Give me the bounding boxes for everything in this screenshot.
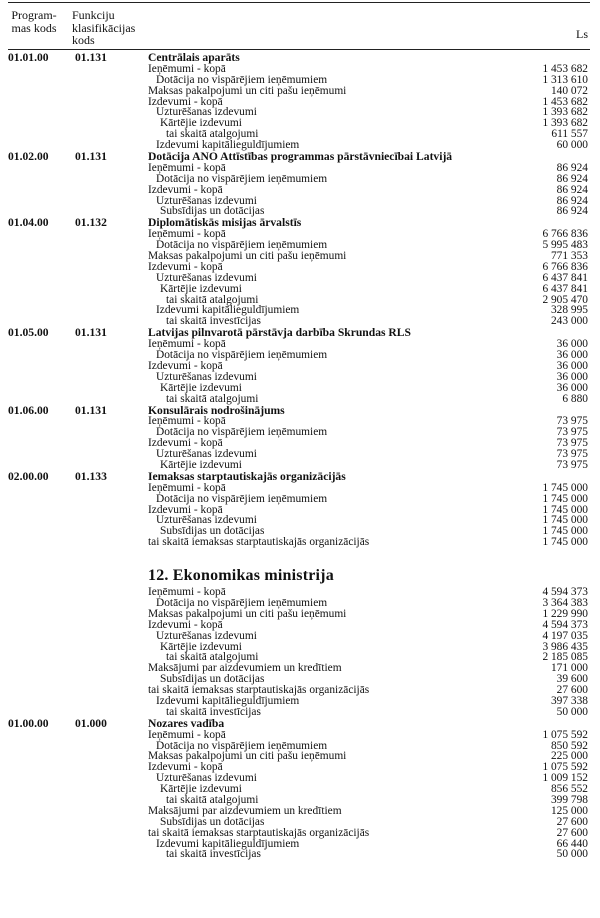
table-row <box>0 174 600 185</box>
table-row <box>0 383 600 394</box>
row-value: 328 995 <box>550 304 588 317</box>
program-code: 01.04.00 <box>8 216 49 230</box>
row-label: Dotācija no vispārējiem ieņēmumiem <box>156 239 328 252</box>
table-row <box>0 118 600 129</box>
row-value: 50 000 <box>556 848 588 861</box>
function-code: 01.000 <box>75 716 107 730</box>
row-label: Maksājumi par aizdevumiem un kredītiem <box>148 662 342 675</box>
section-title: Centrālais aparāts <box>148 51 240 64</box>
function-code: 01.131 <box>75 150 107 164</box>
ministry-heading <box>0 565 600 587</box>
row-label: Uzturēšanas izdevumi <box>156 772 257 785</box>
row-value: 36 000 <box>556 349 588 362</box>
table-row <box>0 773 600 784</box>
table-row <box>0 305 600 316</box>
row-value: 1 009 152 <box>542 772 588 785</box>
row-label: Uzturēšanas izdevumi <box>156 106 257 119</box>
row-label: Maksas pakalpojumi un citi pašu ieņēmumi <box>148 607 347 620</box>
table-row <box>0 372 600 383</box>
table-row <box>0 438 600 449</box>
table-row <box>0 361 600 372</box>
section-row <box>0 403 600 417</box>
row-label: Izdevumi - kopā <box>148 437 223 450</box>
row-value: 6 766 836 <box>542 260 588 273</box>
row-label: Izdevumi - kopā <box>148 183 223 196</box>
row-value: 171 000 <box>550 662 588 675</box>
row-value: 3 986 435 <box>542 640 588 653</box>
table-row <box>0 196 600 207</box>
row-label: Ieņēmumi - kopā <box>148 338 226 351</box>
function-code: 01.133 <box>75 469 107 483</box>
row-label: Subsīdijas un dotācijas <box>160 205 265 218</box>
row-value: 397 338 <box>550 694 588 707</box>
row-value: 27 600 <box>556 826 588 839</box>
section-title: Iemaksas starptautiskajās organizācijās <box>148 469 346 483</box>
row-label: Dotācija no vispārējiem ieņēmumiem <box>156 426 328 439</box>
table-row <box>0 620 600 631</box>
row-value: 6 437 841 <box>542 282 588 295</box>
spacer <box>0 548 600 565</box>
row-label: Izdevumi - kopā <box>148 618 223 631</box>
function-code: 01.131 <box>75 326 107 340</box>
row-label: Izdevumi kapitālieguldījumiem <box>156 694 300 707</box>
table-row <box>0 828 600 839</box>
row-label: tai skaitā iemaksas starptautiskajās organizācijās <box>148 826 370 839</box>
row-value: 1 393 682 <box>542 117 588 130</box>
row-label: Izdevumi - kopā <box>148 761 223 774</box>
section-row <box>0 152 600 163</box>
row-value: 73 975 <box>556 415 588 428</box>
row-label: tai skaitā investīcijas <box>166 848 261 861</box>
row-value: 3 364 383 <box>542 596 588 609</box>
row-label: Ieņēmumi - kopā <box>148 62 226 75</box>
row-label: Ieņēmumi - kopā <box>148 415 226 428</box>
row-value: 1 745 000 <box>542 503 588 516</box>
row-value: 4 594 373 <box>542 586 588 599</box>
function-code: 01.131 <box>75 51 107 64</box>
row-value: 1 075 592 <box>542 728 588 741</box>
row-value: 39 600 <box>556 673 588 686</box>
row-value: 611 557 <box>551 128 588 141</box>
row-value: 6 880 <box>562 392 588 405</box>
row-value: 27 600 <box>556 684 588 697</box>
row-value: 6 437 841 <box>542 271 588 284</box>
row-label: Ieņēmumi - kopā <box>148 728 226 741</box>
row-value: 399 798 <box>550 794 588 806</box>
row-value: 1 393 682 <box>542 106 588 119</box>
row-label: Maksas pakalpojumi un citi pašu ieņēmumi <box>148 250 347 263</box>
program-code: 01.00.00 <box>8 716 49 730</box>
row-label: Izdevumi - kopā <box>148 95 223 108</box>
row-value: 125 000 <box>550 804 588 817</box>
row-label: Uzturēšanas izdevumi <box>156 370 257 383</box>
row-label: Subsīdijas un dotācijas <box>160 673 265 686</box>
row-value: 36 000 <box>556 370 588 383</box>
row-value: 1 745 000 <box>542 492 588 505</box>
row-label: Izdevumi kapitālieguldījumiem <box>156 139 300 152</box>
ministry-title: 12. Ekonomikas ministrija <box>148 567 334 585</box>
row-label: Ieņēmumi - kopā <box>148 228 226 241</box>
row-label: Izdevumi kapitālieguldījumiem <box>156 837 300 850</box>
header-program-code: Program- mas kods <box>11 8 57 35</box>
row-label: Uzturēšanas izdevumi <box>156 271 257 284</box>
row-label: Izdevumi - kopā <box>148 503 223 516</box>
section-row <box>0 716 600 730</box>
section-row <box>0 469 600 483</box>
row-label: Dotācija no vispārējiem ieņēmumiem <box>156 73 328 86</box>
row-label: Dotācija no vispārējiem ieņēmumiem <box>156 596 328 609</box>
row-value: 4 594 373 <box>542 618 588 631</box>
row-label: Izdevumi - kopā <box>148 260 223 273</box>
row-value: 36 000 <box>556 381 588 394</box>
table-row <box>0 849 600 860</box>
row-label: Ieņēmumi - kopā <box>148 481 226 494</box>
top-rule <box>8 2 590 3</box>
table-row <box>0 762 600 773</box>
row-value: 856 552 <box>550 783 588 796</box>
table-row <box>0 262 600 273</box>
row-value: 60 000 <box>556 139 588 152</box>
program-code: 01.06.00 <box>8 403 49 417</box>
table-row <box>0 427 600 438</box>
row-label: Ieņēmumi - kopā <box>148 586 226 599</box>
row-label: Maksas pakalpojumi un citi pašu ieņēmumi <box>148 750 347 763</box>
table-row <box>0 537 600 548</box>
row-value: 771 353 <box>550 250 588 263</box>
section-row <box>0 53 600 64</box>
row-value: 73 975 <box>556 437 588 450</box>
row-value: 1 453 682 <box>542 95 588 108</box>
row-value: 66 440 <box>556 837 588 850</box>
row-label: Subsīdijas un dotācijas <box>160 525 265 538</box>
row-value: 73 975 <box>556 448 588 461</box>
row-label: tai skaitā iemaksas starptautiskajās organizācijās <box>148 684 370 697</box>
function-code: 01.132 <box>75 216 107 230</box>
row-value: 1 453 682 <box>542 62 588 75</box>
table-row <box>0 185 600 196</box>
row-value: 73 975 <box>556 426 588 439</box>
row-label: Kārtējie izdevumi <box>160 117 242 130</box>
function-code: 01.131 <box>75 403 107 417</box>
budget-table <box>0 52 600 860</box>
row-label: Ieņēmumi - kopā <box>148 161 226 174</box>
row-value: 86 924 <box>556 161 588 174</box>
table-row <box>0 515 600 526</box>
section-row <box>0 218 600 229</box>
row-label: tai skaitā atalgojumi <box>166 651 259 664</box>
table-row <box>0 730 600 741</box>
table-row <box>0 609 600 620</box>
row-value: 50 000 <box>556 705 588 718</box>
table-row <box>0 86 600 97</box>
row-value: 36 000 <box>556 359 588 372</box>
table-row <box>0 631 600 642</box>
row-value: 1 745 000 <box>542 514 588 527</box>
program-code: 01.05.00 <box>8 326 49 340</box>
row-label: Dotācija no vispārējiem ieņēmumiem <box>156 492 328 505</box>
row-value: 2 185 085 <box>542 651 588 664</box>
section-title: Nozares vadība <box>148 716 225 730</box>
row-label: tai skaitā iemaksas starptautiskajās organizācijās <box>148 536 370 549</box>
row-value: 1 229 990 <box>542 607 588 620</box>
row-label: Kārtējie izdevumi <box>160 783 242 796</box>
table-row <box>0 350 600 361</box>
section-title: Latvijas pilnvarotā pārstāvja darbība Skrundas RLS <box>148 326 411 340</box>
row-value: 243 000 <box>550 315 588 328</box>
row-label: Maksas pakalpojumi un citi pašu ieņēmumi <box>148 84 347 97</box>
row-label: tai skaitā atalgojumi <box>166 293 259 306</box>
row-value: 4 197 035 <box>542 629 588 642</box>
row-value: 73 975 <box>556 458 588 471</box>
row-label: tai skaitā investīcijas <box>166 315 261 328</box>
table-row <box>0 696 600 707</box>
row-value: 5 995 483 <box>542 239 588 252</box>
row-label: Dotācija no vispārējiem ieņēmumiem <box>156 349 328 362</box>
row-value: 1 745 000 <box>542 536 588 549</box>
row-label: Kārtējie izdevumi <box>160 282 242 295</box>
table-row <box>0 251 600 262</box>
row-value: 1 745 000 <box>542 481 588 494</box>
program-code: 01.02.00 <box>8 150 49 164</box>
section-title: Konsulārais nodrošinājums <box>148 403 285 417</box>
row-label: Dotācija no vispārējiem ieņēmumiem <box>156 739 328 752</box>
row-label: Kārtējie izdevumi <box>160 458 242 471</box>
header-function-code: Funkciju klasifikācijas kods <box>72 8 136 47</box>
row-label: Uzturēšanas izdevumi <box>156 448 257 461</box>
row-label: Dotācija no vispārējiem ieņēmumiem <box>156 172 328 185</box>
program-code: 02.00.00 <box>8 469 49 483</box>
table-row <box>0 494 600 505</box>
row-label: Uzturēšanas izdevumi <box>156 514 257 527</box>
row-value: 1 745 000 <box>542 525 588 538</box>
row-value: 86 924 <box>556 183 588 196</box>
row-label: tai skaitā investīcijas <box>166 705 261 718</box>
table-row <box>0 107 600 118</box>
row-label: Kārtējie izdevumi <box>160 640 242 653</box>
row-value: 1 313 610 <box>542 73 588 86</box>
row-value: 2 905 470 <box>542 293 588 306</box>
row-label: tai skaitā atalgojumi <box>166 392 259 405</box>
table-row <box>0 642 600 653</box>
row-value: 36 000 <box>556 338 588 351</box>
header-currency-unit: Ls <box>576 27 588 41</box>
row-value: 1 075 592 <box>542 761 588 774</box>
table-row <box>0 97 600 108</box>
table-row <box>0 663 600 674</box>
table-row <box>0 839 600 850</box>
row-value: 27 600 <box>556 815 588 828</box>
row-label: Izdevumi - kopā <box>148 359 223 372</box>
table-row <box>0 295 600 306</box>
table-row <box>0 751 600 762</box>
table-row <box>0 284 600 295</box>
table-row <box>0 394 600 405</box>
row-value: 225 000 <box>550 750 588 763</box>
row-value: 850 592 <box>550 739 588 752</box>
row-value: 86 924 <box>556 194 588 207</box>
table-row <box>0 806 600 817</box>
table-row <box>0 784 600 795</box>
row-label: Kārtējie izdevumi <box>160 381 242 394</box>
row-label: Uzturēšanas izdevumi <box>156 194 257 207</box>
section-title: Diplomātiskās misijas ārvalstīs <box>148 216 302 230</box>
row-label: tai skaitā atalgojumi <box>166 794 259 806</box>
row-label: Subsīdijas un dotācijas <box>160 815 265 828</box>
table-row <box>0 685 600 696</box>
section-title: Dotācija ANO Attīstības programmas pārstāvniecībai Latvijā <box>148 150 453 164</box>
row-label: Izdevumi kapitālieguldījumiem <box>156 304 300 317</box>
row-value: 140 072 <box>550 84 588 97</box>
row-value: 86 924 <box>556 205 588 218</box>
table-row <box>0 505 600 516</box>
header-rule <box>8 49 590 50</box>
table-row <box>0 129 600 140</box>
row-label: Uzturēšanas izdevumi <box>156 629 257 642</box>
row-label: tai skaitā atalgojumi <box>166 128 259 141</box>
row-value: 86 924 <box>556 172 588 185</box>
program-code: 01.01.00 <box>8 51 49 64</box>
row-label: Maksājumi par aizdevumiem un kredītiem <box>148 804 342 817</box>
table-row <box>0 273 600 284</box>
table-row <box>0 483 600 494</box>
row-value: 6 766 836 <box>542 228 588 241</box>
section-row <box>0 328 600 339</box>
table-row <box>0 449 600 460</box>
